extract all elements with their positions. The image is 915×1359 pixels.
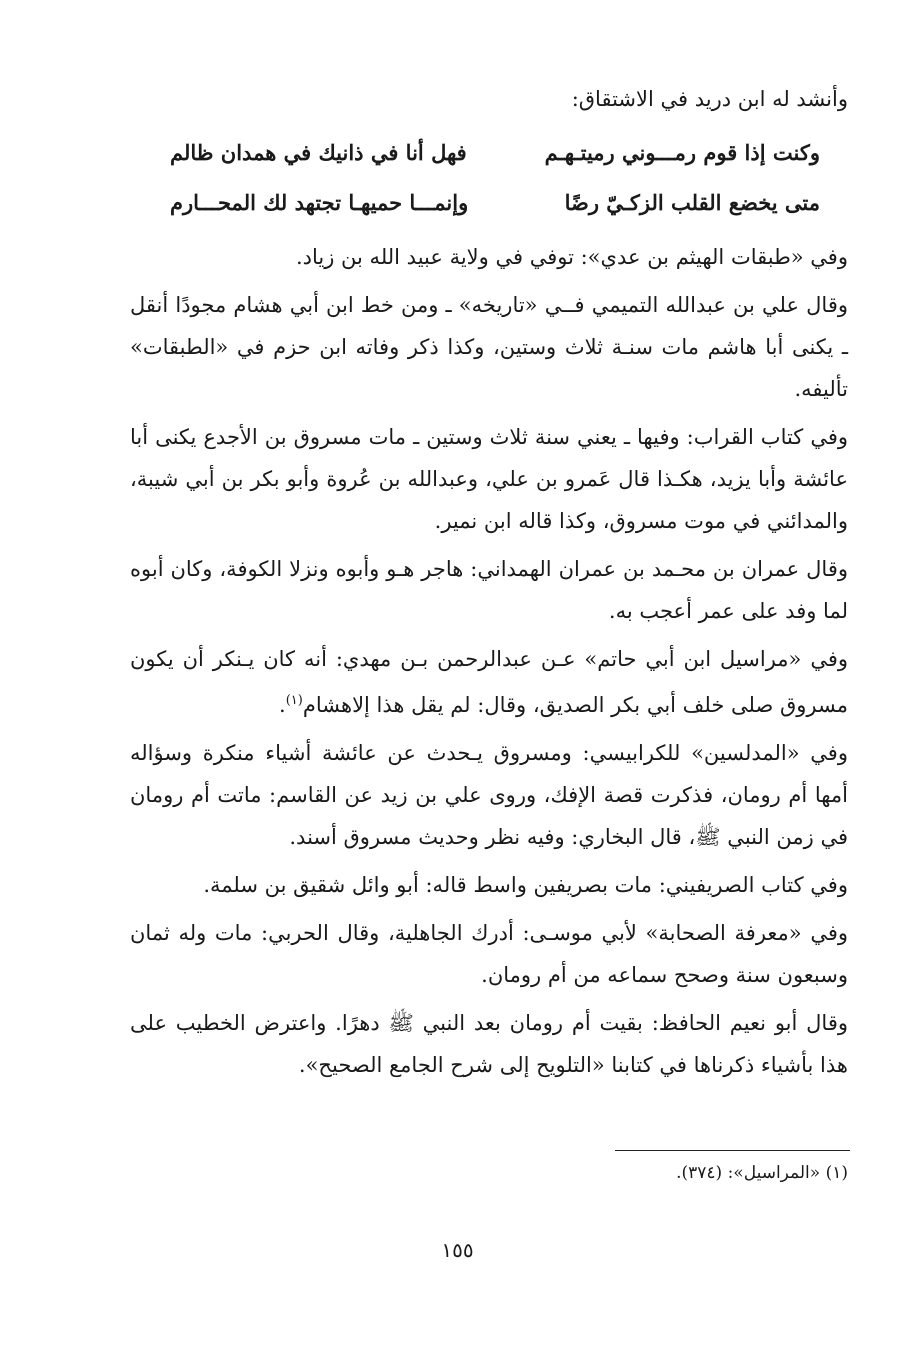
verse-2-second-hemistich: وإنمـــا حميهـا تجتهد لك المحـــارم [170,190,469,215]
verse-1-first-hemistich: وكنت إذا قوم رمـــوني رميتـهـم [544,140,820,165]
paragraph-6: وفي «المدلسين» للكرابيسي: ومسروق يـحدث عن عائشة أشياء منكرة وسؤاله أمها أم رومان، فذكرت قصة الإفك، وروى علي بن زيد عن القاسم: ماتت أم رومان في زمن النبي ﷺ، قال البخاري: وفيه نظر وحديث مسروق أسند. [130,741,848,849]
verse-2 [170,190,820,215]
paragraph-5-text: وفي «مراسيل ابن أبي حاتم» عـن عبدالرحمن بـن مهدي: أنه كان يـنكر أن يكون مسروق صلى خلف أبي بكر الصديق، وقال: لم يقل هذا إلاهشام [130,647,848,717]
main-text [130,78,848,126]
verse-1-second-hemistich: فهل أنا في ذانيك في همدان ظالم [170,140,467,165]
paragraph-5 [130,638,848,726]
paragraph-3: وفي كتاب القراب: وفيها ـ يعني سنة ثلاث وستين ـ مات مسروق بن الأجدع يكنى أبا عائشة وأبا يزيد، هكـذا قال عَمرو بن علي، وعبدالله بن عُروة وأبو بكر بن أبي شيبة، والمدائني في موت مسروق، وكذا قاله ابن نمير. [130,425,848,533]
paragraph-7: وفي كتاب الصريفيني: مات بصريفين واسط قاله: أبو وائل شقيق بن سلمة. [203,873,848,897]
paragraph-1: وفي «طبقات الهيثم بن عدي»: توفي في ولاية عبيد الله بن زياد. [295,245,848,269]
paragraph-9: وقال أبو نعيم الحافظ: بقيت أم رومان بعد النبي ﷺ دهرًا. واعترض الخطيب على هذا بأشياء ذكرناها في كتابنا «التلويح إلى شرح الجامع الصحيح». [130,1011,848,1077]
intro-line: وأنشد له ابن دريد في الاشتقاق: [571,87,848,111]
paragraph-5-end: . [279,693,286,717]
verse-2-first-hemistich: متى يخضع القلب الزكـيّ رضًا [564,190,820,215]
footnote-divider [615,1150,850,1151]
paragraph-4: وقال عمران بن محـمد بن عمران الهمداني: هاجر هـو وأبوه ونزلا الكوفة، وكان أبوه لما وفد على عمر أعجب به. [130,557,848,623]
paragraph-2: وقال علي بن عبدالله التميمي فــي «تاريخه» ـ ومن خط ابن أبي هشام مجودًا أنقل ـ يكنى أبا هاشم مات سنـة ثلاث وستين، وكذا ذكر وفاته ابن حزم في «الطبقات» تأليفه. [130,293,848,401]
page-number: ١٥٥ [441,1238,474,1262]
paragraph-8: وفي «معرفة الصحابة» لأبي موسـى: أدرك الجاهلية، وقال الحربي: مات وله ثمان وسبعون سنة وصحح سماعه من أم رومان. [130,921,848,987]
verse-1 [170,140,820,165]
body-text [130,236,848,1092]
footnote: (١) «المراسيل»: (٣٧٤). [676,1163,848,1183]
footnote-reference[interactable]: (١) [285,693,303,708]
